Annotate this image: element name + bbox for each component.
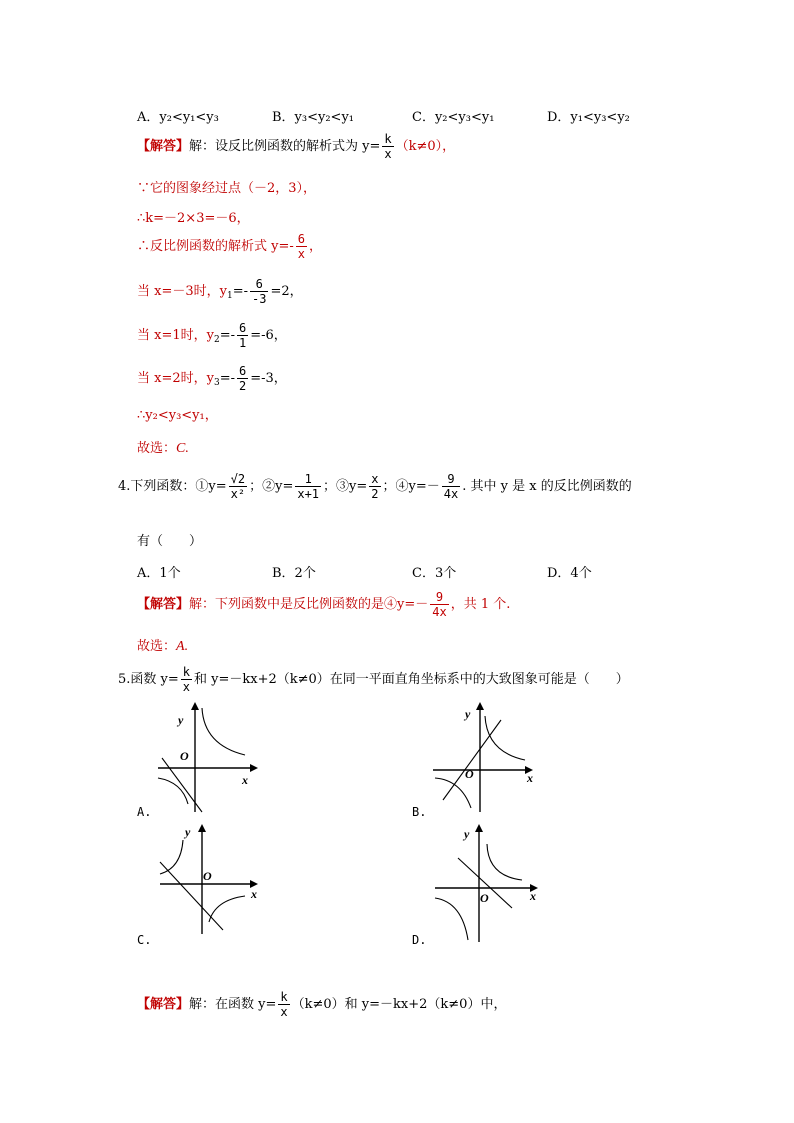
y-label: y <box>465 707 471 721</box>
q3-answer-line2: ∵它的图象经过点（－2，3）， <box>137 181 317 196</box>
graph-a-label: A. <box>137 805 152 819</box>
q5-answer: 【解答】解：在函数 y= $\frac{k}{x}$ （k≠0）和 y=－kx+2（k≠0）中， <box>137 990 507 1019</box>
x-label: x <box>530 889 536 903</box>
hyperbola-branch-1 <box>487 844 522 880</box>
y-label: y <box>464 827 470 841</box>
x-label: x <box>251 887 257 901</box>
q3-option-a: A．y₂<y₁<y₃ <box>137 110 219 125</box>
origin-label: O <box>180 749 189 763</box>
q3-answer-line5: 当 x=－3时，$y_1=-$ $\frac{6}{-3}$ =2， <box>137 277 303 306</box>
q5-stem: 5.函数 y= $\frac{k}{x}$ 和 y=－kx+2（k≠0）在同一平面直角坐标系中的大致图象可能是（ ） <box>118 665 629 694</box>
q4-option-d: D．4个 <box>547 566 592 581</box>
q4-stem: 4.下列函数：①y= $\frac{√2}{\text{x²}}$ ；②y= $\frac{1}{x+1}$ ；③y= $\frac{x}{2}$ ；④y=－ $\frac{9}{4x}$ . 其中 y 是 x 的反比例函数的 <box>118 472 632 501</box>
q4-option-a: A．1个 <box>137 566 181 581</box>
origin-label: O <box>465 767 474 781</box>
x-label: x <box>527 771 533 785</box>
q3-option-c: C．y₂<y₃<y₁ <box>412 110 495 125</box>
graph-b <box>425 700 540 815</box>
q3-answer-line6: 当 x=1时，$y_2=-$ $\frac{6}{1}$ =-6， <box>137 321 287 350</box>
x-axis-arrow <box>250 764 258 772</box>
hyperbola-branch-2 <box>209 896 245 922</box>
q3-answer-line4: ∴反比例函数的解析式 y=- $\frac{6}{x}$ ， <box>137 232 323 261</box>
line-graph <box>443 720 501 800</box>
hyperbola-branch-2 <box>435 898 468 940</box>
line-graph <box>160 862 223 930</box>
q4-option-c: C．3个 <box>412 566 457 581</box>
q4-answer: 【解答】解：下列函数中是反比例函数的是④y=－ $\frac{9}{4x}$ ，共 1 个. <box>137 590 511 619</box>
origin-label: O <box>203 869 212 883</box>
q3-option-d: D．y₁<y₃<y₂ <box>547 110 630 125</box>
hyperbola-branch-2 <box>435 778 471 808</box>
origin-label: O <box>480 891 489 905</box>
q3-answer-line7: 当 x=2时，$y_3=-$ $\frac{6}{2}$ =-3， <box>137 364 287 393</box>
graph-c <box>155 822 270 942</box>
q4-stem-line2: 有（ ） <box>137 534 203 549</box>
graph-d <box>430 822 545 944</box>
y-axis-arrow <box>476 702 484 710</box>
answer-tag: 【解答】 <box>137 997 190 1012</box>
line-graph <box>162 758 202 812</box>
q3-choice: 故选：C. <box>137 441 189 456</box>
q3-answer-line3: ∴k=－2×3=－6， <box>137 211 250 226</box>
hyperbola-branch-1 <box>485 716 525 760</box>
y-axis-arrow <box>475 824 483 832</box>
hyperbola-branch-1 <box>202 708 245 755</box>
y-label: y <box>185 825 191 839</box>
q4-choice: 故选：A. <box>137 639 189 654</box>
graph-d-label: D. <box>412 933 427 947</box>
x-label: x <box>242 773 248 787</box>
answer-tag: 【解答】 <box>137 139 190 154</box>
q4-option-b: B．2个 <box>272 566 316 581</box>
graph-b-label: B. <box>412 805 427 819</box>
answer-tag: 【解答】 <box>137 597 190 612</box>
y-axis-arrow <box>191 702 199 710</box>
hyperbola-branch-1 <box>160 840 183 874</box>
q3-option-b: B．y₃<y₂<y₁ <box>272 110 355 125</box>
graph-a <box>150 700 260 815</box>
y-label: y <box>178 713 184 727</box>
y-axis-arrow <box>198 824 206 832</box>
hyperbola-branch-2 <box>158 778 188 804</box>
q3-answer-line8: ∴y₂<y₃<y₁， <box>137 408 218 423</box>
graph-c-label: C. <box>137 933 152 947</box>
q3-answer-line1: 【解答】解：设反比例函数的解析式为 y= $\frac{k}{x}$ （k≠0）， <box>137 132 456 161</box>
